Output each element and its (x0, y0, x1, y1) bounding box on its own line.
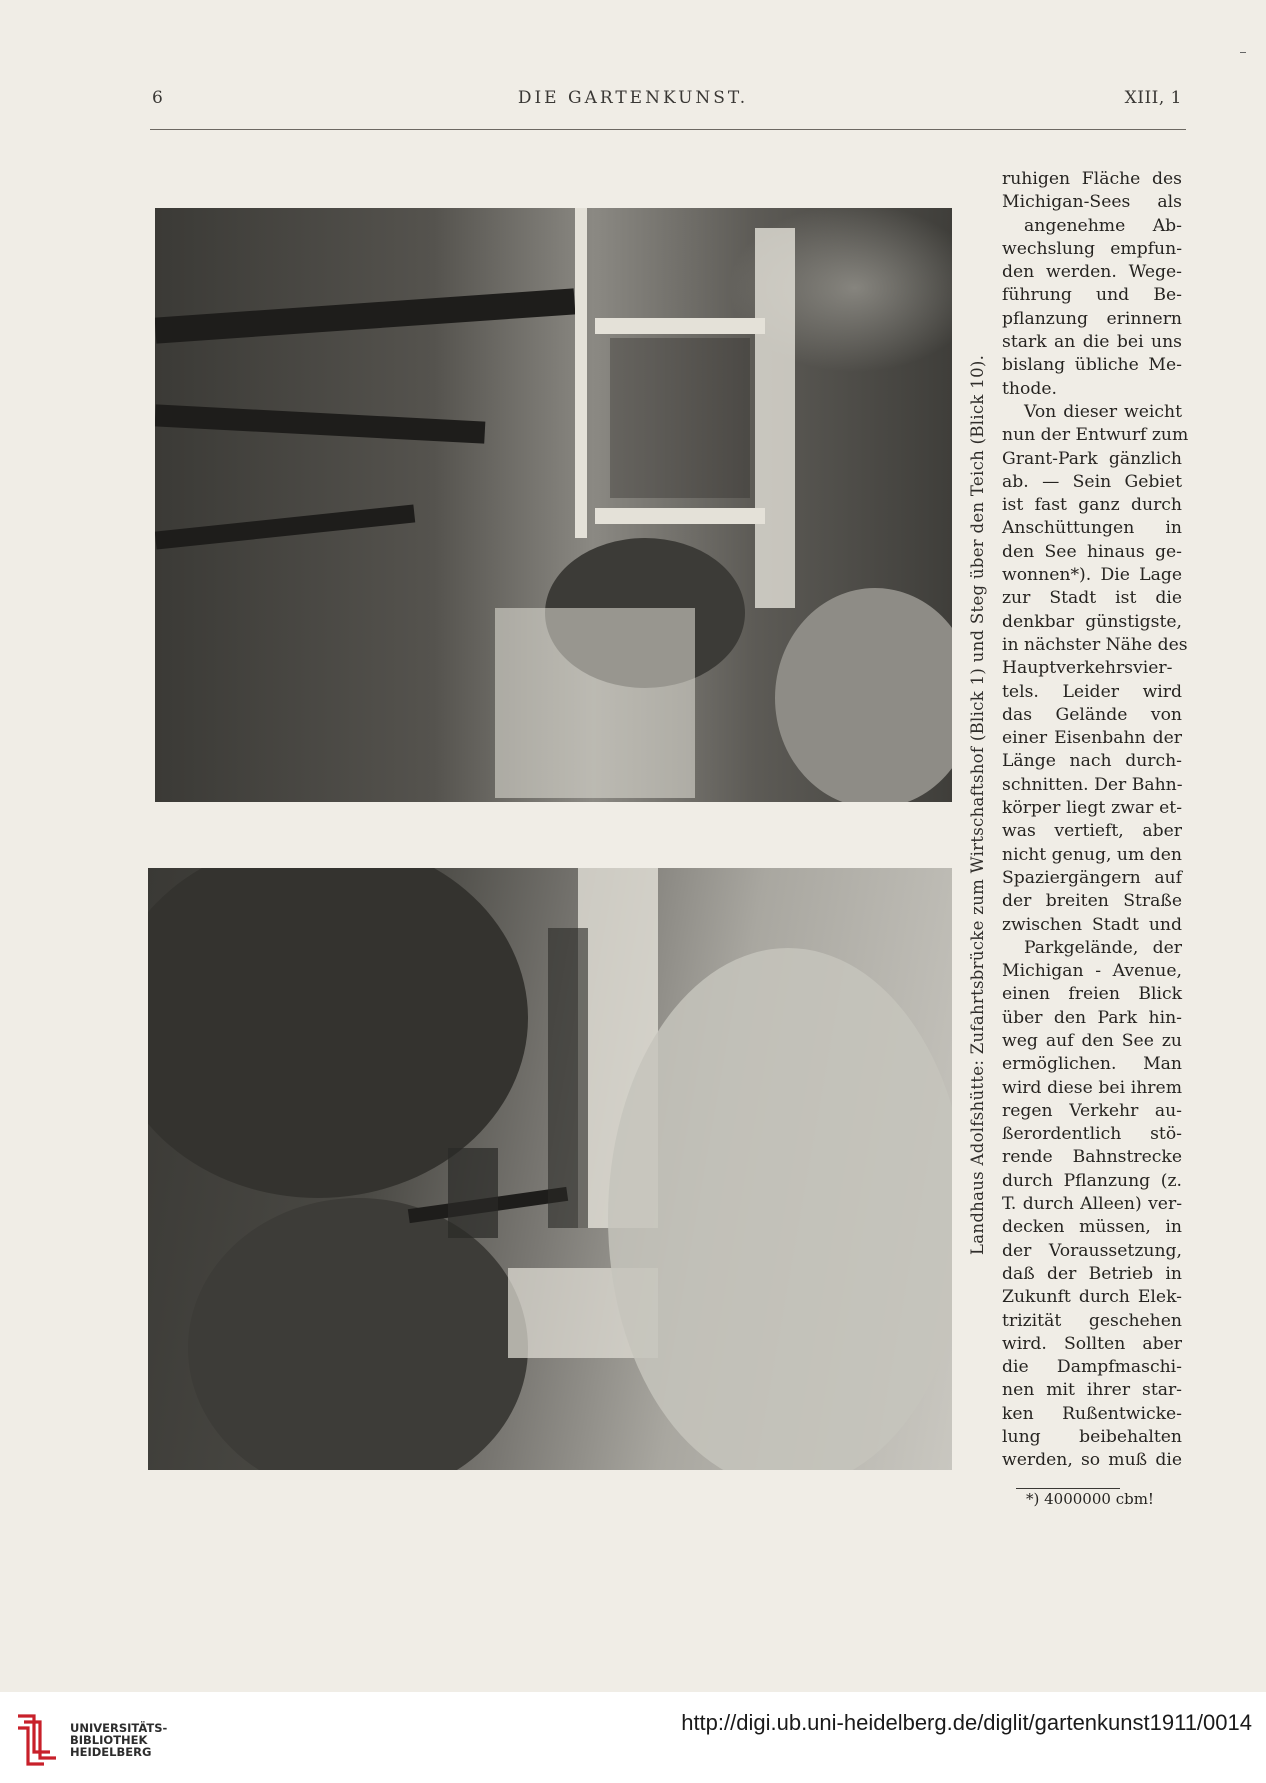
body-text-line: den See hinaus ge- (1002, 541, 1182, 562)
body-text-column (1002, 168, 1189, 1473)
body-text-line: schnitten. Der Bahn- (1002, 774, 1183, 795)
library-name (70, 1722, 167, 1758)
body-text-line: Länge nach durch- (1002, 751, 1182, 772)
photo-footbridge (155, 208, 952, 802)
tree-trunk (155, 288, 575, 343)
gravel-path (775, 588, 952, 802)
body-text-line: regen Verkehr au- (1002, 1100, 1182, 1121)
library-name-line: UNIVERSITÄTS- (70, 1721, 168, 1735)
body-text-line: pflanzung erinnern (1002, 308, 1182, 329)
body-text-line: was vertieft, aber (1002, 821, 1182, 842)
body-text-line: körper liegt zwar et- (1002, 798, 1182, 819)
gate-pillar (448, 1148, 498, 1238)
bridge-rail (595, 508, 765, 524)
body-text-line: nun der Entwurf zum (1002, 425, 1189, 446)
figure-caption: Landhaus Adolfshütte: Zufahrtsbrücke zum Wirtschaftshof (Blick 1) und Steg über den Teich (Blick 10). (968, 354, 987, 1255)
tree-trunk (155, 404, 485, 443)
body-text-line: Michigan-Sees als (1002, 192, 1182, 213)
body-text-line: ermöglichen. Man (1002, 1054, 1182, 1075)
photo-access-bridge (148, 868, 952, 1470)
body-text-line: T. durch Alleen) ver- (1002, 1194, 1182, 1215)
body-text-line: wechslung empfun- (1002, 238, 1182, 259)
house-facade (495, 608, 695, 798)
body-text-line: denkbar günstigste, (1002, 611, 1182, 632)
body-text-line: wird. Sollten aber (1002, 1333, 1182, 1354)
scan-mark (1240, 52, 1246, 53)
journal-title: DIE GARTENKUNST. (517, 88, 749, 108)
body-text-line: die Dampfmaschi- (1002, 1357, 1182, 1378)
header-rule (150, 129, 1186, 130)
bridge-rail (595, 318, 765, 334)
volume-number: XIII, 1 (1124, 88, 1182, 108)
body-text-line: das Gelände von (1002, 704, 1182, 725)
body-text-line: einer Eisenbahn der (1002, 728, 1182, 749)
body-text-line: tels. Leider wird (1002, 681, 1182, 702)
body-text-line: Michigan - Avenue, (1002, 961, 1182, 982)
library-logo-icon (14, 1708, 60, 1768)
library-name-line: HEIDELBERG (70, 1745, 152, 1759)
body-text-line: Von dieser weicht (1024, 401, 1182, 422)
body-text-line: thode. (1002, 378, 1057, 399)
body-text-line: ruhigen Fläche des (1002, 169, 1182, 189)
body-text-line: lung beibehalten (1002, 1427, 1182, 1448)
bridge-post (575, 208, 587, 538)
body-text-line: bislang übliche Me- (1002, 355, 1182, 376)
tree-trunk (155, 504, 415, 549)
body-text-line: ist fast ganz durch (1002, 495, 1182, 516)
body-text-line: Anschüttungen in (1002, 518, 1182, 539)
body-text-line: stark an die bei uns (1002, 332, 1182, 353)
bridge-balusters (610, 338, 750, 498)
bridge-deck (755, 228, 795, 608)
body-text-line: ab. — Sein Gebiet (1002, 471, 1182, 492)
body-text-line: nicht genug, um den (1002, 844, 1182, 865)
footnote: *) 4000000 cbm! (1026, 1490, 1154, 1508)
body-text-line: in nächster Nähe des (1002, 634, 1188, 655)
library-footer (0, 1692, 1266, 1783)
body-text-line: Parkgelände, der (1024, 937, 1182, 958)
body-text-line: ken Rußentwicke- (1002, 1403, 1182, 1424)
body-text-line: trizität geschehen (1002, 1310, 1182, 1331)
body-text-line: der breiten Straße (1002, 891, 1182, 912)
body-text-line: wonnen*). Die Lage (1002, 565, 1182, 586)
body-text-line: Spaziergängern auf (1002, 867, 1182, 888)
body-text-line: den werden. Wege- (1002, 262, 1182, 283)
body-text-line: über den Park hin- (1002, 1007, 1182, 1028)
body-text-line: werden, so muß die (1002, 1450, 1182, 1471)
body-text-line: Hauptverkehrsvier- (1002, 658, 1173, 679)
body-text-line: nen mit ihrer star- (1002, 1380, 1182, 1401)
permalink-url[interactable]: http://digi.ub.uni-heidelberg.de/diglit/gartenkunst1911/0014 (681, 1710, 1252, 1735)
page-number: 6 (152, 88, 164, 108)
library-name-line: BIBLIOTHEK (70, 1733, 148, 1747)
body-text-line: zwischen Stadt und (1002, 914, 1182, 935)
body-text-line: wird diese bei ihrem (1002, 1077, 1182, 1098)
body-text-line: der Voraussetzung, (1002, 1240, 1182, 1261)
body-text-line: Zukunft durch Elek- (1002, 1287, 1182, 1308)
body-text-line: zur Stadt ist die (1002, 588, 1182, 609)
bridge-shadow (548, 928, 588, 1228)
body-text-line: weg auf den See zu (1002, 1030, 1182, 1051)
body-text-line: decken müssen, in (1002, 1217, 1182, 1238)
footnote-rule (1016, 1488, 1120, 1489)
body-text-line: Grant-Park gänzlich (1002, 448, 1182, 469)
body-text-line: führung und Be- (1002, 285, 1182, 306)
body-text-line: angenehme Ab- (1024, 215, 1182, 236)
body-text-line: rende Bahnstrecke (1002, 1147, 1182, 1168)
tree-foliage (188, 1198, 528, 1470)
body-text-line: daß der Betrieb in (1002, 1263, 1182, 1284)
body-text-line: einen freien Blick (1002, 984, 1182, 1005)
gravel-road (608, 948, 952, 1470)
body-text-line: ßerordentlich stö- (1002, 1124, 1182, 1145)
body-text-line: durch Pflanzung (z. (1002, 1170, 1182, 1191)
